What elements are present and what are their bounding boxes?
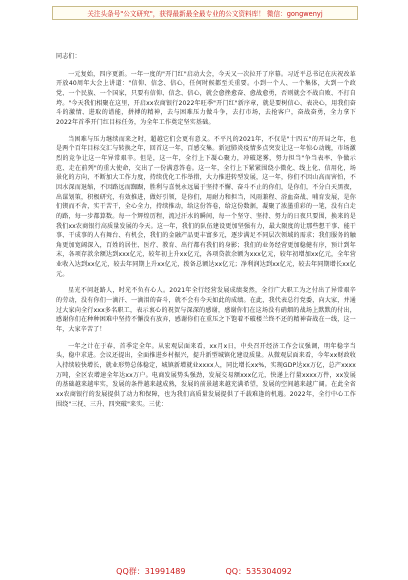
paragraph-1: 一元复始，四序更新。一年一度的"开门红"启动大会，今天又一次拉开了序幕。习近平总书记在庆祝改革开放40周年大会上讲道："信仰、信念、信心，任何时候都至关重要。小到一个人、一个集体，大到一个政党、一个民族、一个国家，只要有信仰、信念、信心，就会愈挫愈奋、愈战愈勇，否则就会不战自败、不打自垮。"今天我们相聚在这里，开启xx农商银行2022年旺季"开门红"新序章，就是要树信心、表决心，用我们奋斗的激情、进取的谱能，拼搏的精神，去与困难压力做斗争，去打市场，去抢客户，奋战奋勇，全力拿下2022年首季开门红目标任务，为全年工作奠定坚实基础。 — [56, 70, 356, 126]
document-body — [56, 52, 356, 409]
footer-qq-group: QQ群：31991489 — [116, 567, 186, 576]
promo-banner — [52, 6, 358, 20]
footer-qq: QQ：535304092 — [225, 567, 292, 576]
salutation: 同志们： — [56, 53, 81, 60]
paragraph-4: 一年之计在于春，首季定全年。从宏观层面来看，xx月x日，中央召开经济工作会议强调，明年稳字当头，稳中求进。会议还提出，全面推进乡村振兴，提升新型城镇化建设质量。从微观层面来看，今年xx财政收入持续较快增长，就业形势总体稳定，城镇新增就业xxxx人，同比增长xx%，实现GDP达xx万亿，总产xxxx万吨，全区农增速全年达xx万户。电商发展势头强劲，发展交易额xxx亿元，快递上行量xxxx万件，xx发展的基础越来越牢实，发展的条件越来越成熟，发展的前景越来越充满希望，发展的空间越来越广阔。在此全省xx农商银行的发展提供了动力和保障，也为我们高质量发展提供了千载难逢的机遇。2022年，全行中心工作围绕"三抚、三升、四突破"来实。三优： — [56, 342, 356, 408]
paragraph-3: 星光不问赶路人，时光不负有心人。2021年全行经营发展成绩斐然，全行广大职工为之付出了异常艰辛的劳动，没有你们一滴汗、一滴泪的奋斗，就不会有今天如此的成绩。在此，我代表总行党委，向大家，并通过大家向全行xxx多名职工，表示衷心的祝贺与深深的感谢，感谢你们在这场没有硝烟的战场上默默的付出，感谢你们在种种困难中坚持不懈没有放弃，感谢你们在重压之下饱着不破楼兰终不还的精神奋战在一线，这一年，大家辛苦了！ — [56, 287, 356, 334]
paragraph-2: 当困难与压力继续而来之时，超越它们会更有意义。不平凡的2021年，不仅是"十四五"的开局之年，也是两个百年目标交汇与转换之年，回首这一年，百感交集。新冠肺炎疫情多点突发让这一年惊心动魄，市场激烈的竞争让这一年异常艰辛。但是，这一年，全行上下凝心聚力，冲破迷雾，努力担当"争当表率、争做示范、走在前列"的重大使命，交出了一份满意答卷。这一年，全行上下紧紧围绕小微化、线上化、信用化，场景化的方向，不断加大工作力度，持续优化工作举措，大力推进转型发展，这一年，你们不因山高而害怕，不因水深而退缩，不因路远而踟蹰，胜利与喜悦永远属于坚持不懈、奋斗不止的你们，是你们，不分白天黑夜，出谋划策，积极研究，有效推进，做好引领，是你们，用耐力和担当，风雨兼程、浴血奋战、哺育发展，是你们锲而不舍，实干苦干，全心全力，持续推动，给这份答卷，给这份数据，凝聚了浓墨重彩的一笔，没有白走的路，每一步都算数。每一个辉煌历程，流过汗水的瞬间，每一个坚守、坚持、努力的日夜只要围，换来的是我们xx农商银行高质量发展的今天。这一年，我们的队伍建设更加坚强有力，最大限度的让那些想干事、能干事、干成事的人有舞台、有机会，我们的金融产品更丰富多元，逐步满足不同层次领域的需求；我们服务的触角更加宽阔深入，百姓的居住、医疗、教育、出行都有我们的身影；我们的业务经营更加稳健有序，预计到年末，各项存款余额达到xxx亿元，较年初上升xx亿元，各项贷款余额为xxx亿元，较年初增加xx亿元，全年营业收入达到xx亿元，较去年同期上升xx亿元，拨备总额达xx亿元；净利润达到xx亿元，较去年同期增长xx亿元。 — [56, 135, 356, 278]
footer-contact — [0, 566, 408, 578]
promo-banner-text: 关注头条号"公文研究"，获得最新最全最专业的公文资料库！ 微信：gongwenyj — [87, 10, 323, 18]
